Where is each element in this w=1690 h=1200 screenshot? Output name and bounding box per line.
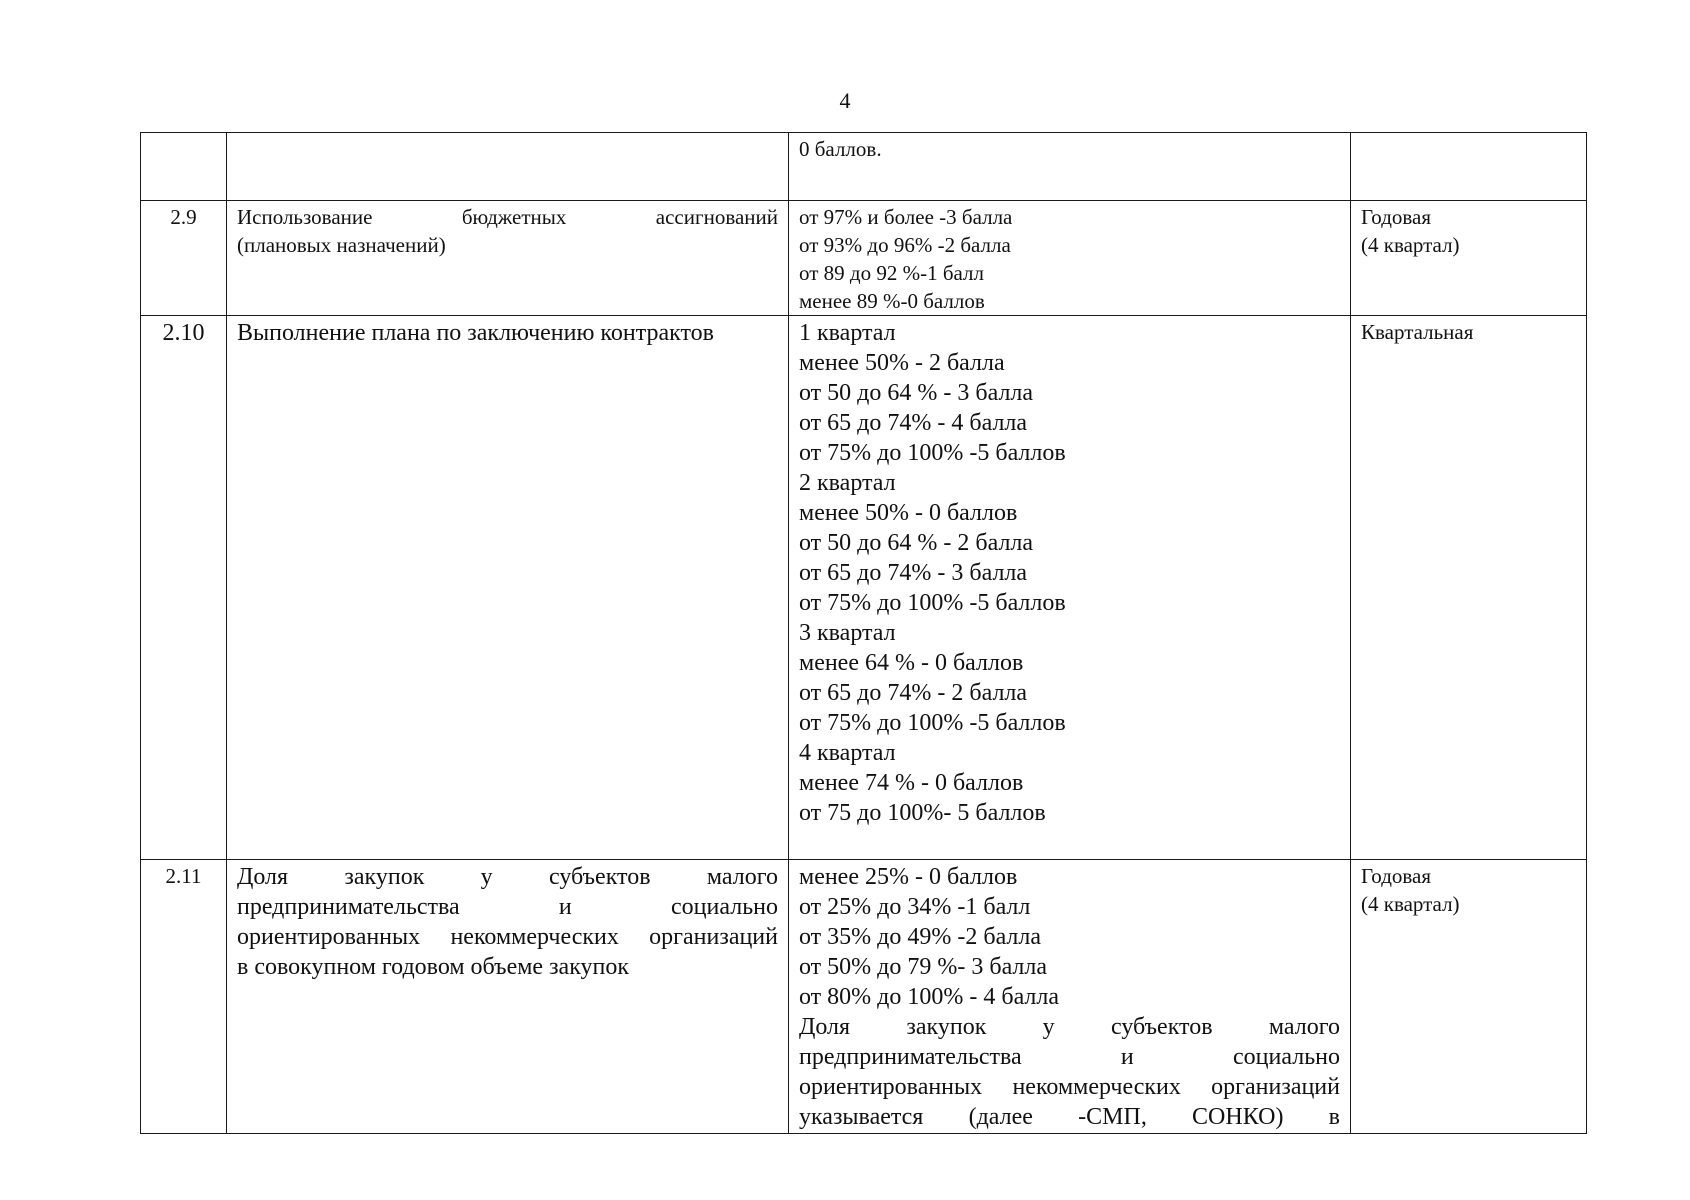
row-period bbox=[1351, 860, 1587, 1134]
criteria-line: от 80% до 100% - 4 балла bbox=[799, 984, 1060, 1010]
criteria-line: от 65 до 74% - 4 балла bbox=[799, 410, 1028, 436]
row-criteria bbox=[789, 201, 1351, 316]
criteria-line: 3 квартал bbox=[799, 620, 896, 646]
page-number: 4 bbox=[839, 88, 851, 113]
row-indicator bbox=[227, 316, 789, 860]
criteria-line: 1 квартал bbox=[799, 320, 896, 346]
row-criteria bbox=[789, 133, 1351, 201]
criteria-line: 4 квартал bbox=[799, 740, 896, 766]
row-period bbox=[1351, 133, 1587, 201]
criteria-line: менее 50% - 2 балла bbox=[799, 350, 1005, 376]
indicator-line: ориентированных некоммерческих организаций bbox=[237, 924, 778, 950]
criteria-para-line: предпринимательства и социально bbox=[799, 1044, 1340, 1070]
criteria-line: от 35% до 49% -2 балла bbox=[799, 924, 1042, 950]
indicator-line: предпринимательства и социально bbox=[237, 894, 778, 920]
row-criteria bbox=[789, 860, 1351, 1134]
criteria-para-line: ориентированных некоммерческих организаций bbox=[799, 1074, 1340, 1100]
criteria-line: менее 25% - 0 баллов bbox=[799, 864, 1018, 890]
row-criteria bbox=[789, 316, 1351, 860]
indicator-line: Доля закупок у субъектов малого bbox=[237, 864, 778, 890]
period-line: Годовая bbox=[1361, 864, 1431, 888]
row-indicator bbox=[227, 133, 789, 201]
criteria-line: от 93% до 96% -2 балла bbox=[799, 233, 1011, 257]
criteria-line: менее 74 % - 0 баллов bbox=[799, 770, 1024, 796]
criteria-line: от 65 до 74% - 3 балла bbox=[799, 560, 1028, 586]
table-row bbox=[141, 133, 1587, 201]
period-line: Годовая bbox=[1361, 205, 1431, 229]
row-period bbox=[1351, 201, 1587, 316]
criteria-para-line: указывается (далее -СМП, СОНКО) в bbox=[799, 1104, 1340, 1130]
criteria-line: менее 50% - 0 баллов bbox=[799, 500, 1018, 526]
period-line: (4 квартал) bbox=[1361, 233, 1460, 257]
row-indicator bbox=[227, 201, 789, 316]
criteria-line: от 75% до 100% -5 баллов bbox=[799, 710, 1066, 736]
criteria-line: от 65 до 74% - 2 балла bbox=[799, 680, 1028, 706]
table-row bbox=[141, 316, 1587, 860]
row-number bbox=[141, 133, 227, 201]
criteria-table bbox=[140, 132, 1587, 1134]
row-indicator bbox=[227, 860, 789, 1134]
indicator-line: Использование бюджетных ассигнований bbox=[237, 205, 778, 229]
table-row bbox=[141, 201, 1587, 316]
indicator-line: в совокупном годовом объеме закупок bbox=[237, 954, 630, 980]
indicator-line: (плановых назначений) bbox=[237, 233, 446, 257]
indicator-line: Выполнение плана по заключению контрактов bbox=[237, 320, 714, 346]
period-line: (4 квартал) bbox=[1361, 892, 1460, 916]
criteria-line: от 97% и более -3 балла bbox=[799, 205, 1013, 229]
period-line: Квартальная bbox=[1361, 320, 1474, 344]
row-number: 2.9 bbox=[141, 201, 227, 316]
criteria-line: 2 квартал bbox=[799, 470, 896, 496]
criteria-line: от 50% до 79 %- 3 балла bbox=[799, 954, 1048, 980]
criteria-line: от 75% до 100% -5 баллов bbox=[799, 590, 1066, 616]
criteria-line: менее 64 % - 0 баллов bbox=[799, 650, 1024, 676]
criteria-line: 0 баллов. bbox=[799, 137, 882, 161]
criteria-line: от 50 до 64 % - 3 балла bbox=[799, 380, 1034, 406]
criteria-line: от 75 до 100%- 5 баллов bbox=[799, 800, 1046, 826]
criteria-line: менее 89 %-0 баллов bbox=[799, 289, 985, 313]
criteria-line: от 75% до 100% -5 баллов bbox=[799, 440, 1066, 466]
criteria-para-line: Доля закупок у субъектов малого bbox=[799, 1014, 1340, 1040]
row-number: 2.11 bbox=[141, 860, 227, 1134]
row-period bbox=[1351, 316, 1587, 860]
criteria-line: от 89 до 92 %-1 балл bbox=[799, 261, 984, 285]
row-number: 2.10 bbox=[141, 316, 227, 860]
table-row bbox=[141, 860, 1587, 1134]
criteria-line: от 25% до 34% -1 балл bbox=[799, 894, 1031, 920]
criteria-line: от 50 до 64 % - 2 балла bbox=[799, 530, 1034, 556]
